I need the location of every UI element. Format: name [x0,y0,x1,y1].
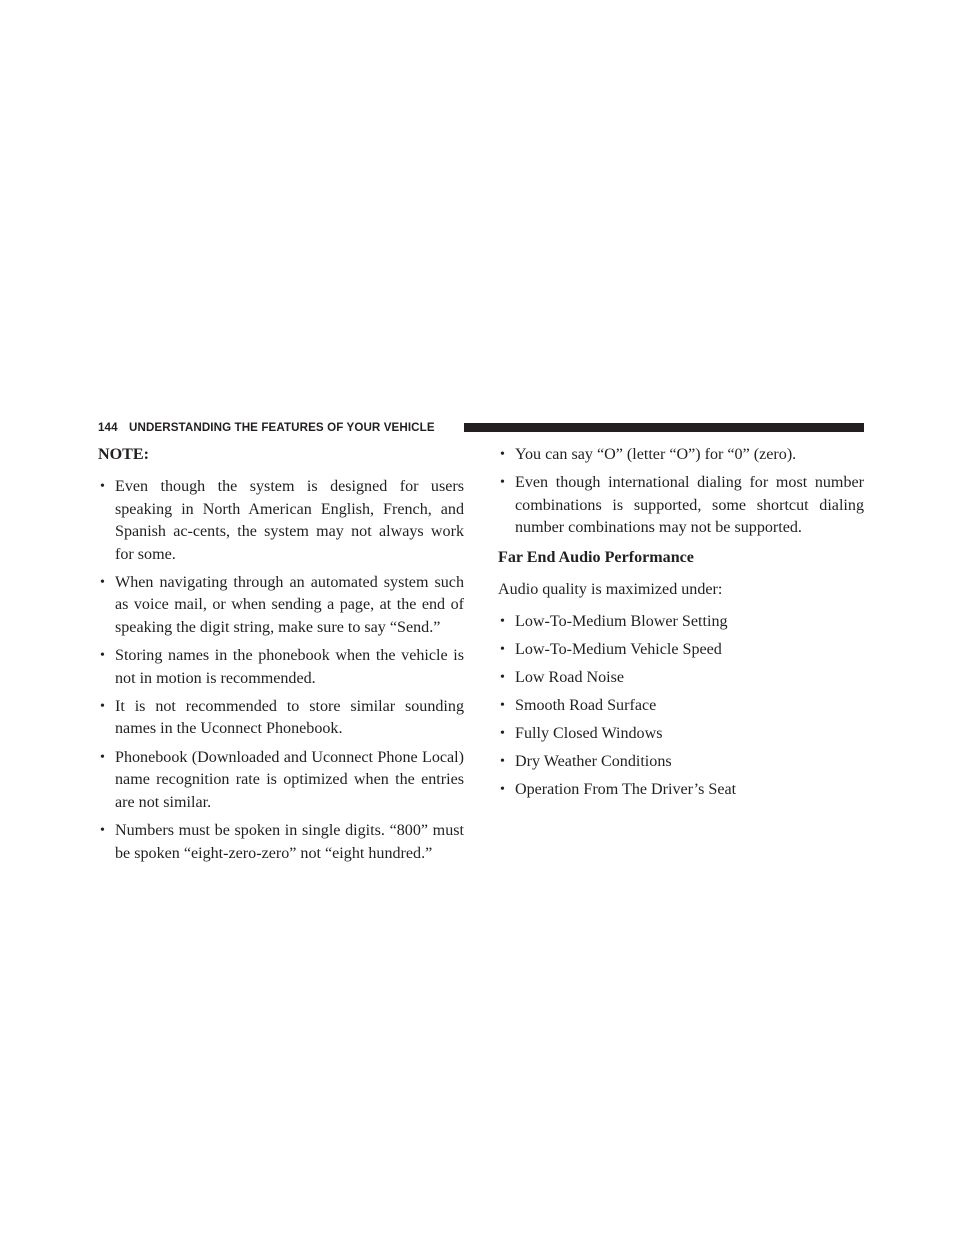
list-item-text: Low-To-Medium Blower Setting [515,613,728,631]
conditions-bullet-list [498,611,864,801]
note-label: NOTE: [98,446,149,463]
left-column [98,444,464,871]
right-column [498,444,864,807]
list-item [498,472,864,539]
list-item [498,695,864,717]
bullet-icon: • [100,823,105,839]
list-item [498,639,864,661]
list-item-text: You can say “O” (letter “O”) for “0” (zero). [515,446,797,463]
list-item-text: When navigating through an automated system such as voice mail, or when sending a page, at the end of speaking the digit string, make sure to say “Send.” [115,574,464,636]
list-item-text: Low-To-Medium Vehicle Speed [515,641,722,659]
bullet-icon: • [500,670,505,686]
list-item-text: Even though international dialing for most number combinations is supported, some shortcut dialing number combinations may not be supported. [515,474,864,537]
list-item [498,667,864,689]
list-item [498,779,864,801]
bullet-icon: • [500,614,505,630]
bullet-icon: • [500,782,505,798]
list-item [98,572,464,639]
list-item [98,747,464,814]
bullet-icon: • [500,642,505,658]
bullet-icon: • [500,754,505,770]
bullet-icon: • [100,699,105,715]
bullet-icon: • [500,698,505,714]
list-item [98,696,464,741]
page-number: 144 [98,421,118,434]
intro-paragraph: Audio quality is maximized under: [498,581,723,599]
list-item [98,476,464,566]
list-item [498,723,864,745]
list-item-text: Phonebook (Downloaded and Uconnect Phone Local) name recognition rate is optimized when the entries are not similar. [115,748,464,811]
list-item-text: Even though the system is designed for users speaking in North American English, French, and Spanish ac-cents, the system may not always work for some. [115,478,464,563]
list-item-text: Numbers must be spoken in single digits. “800” must be spoken “eight-zero-zero” not “eight hundred.” [115,822,464,862]
list-item-text: Storing names in the phonebook when the vehicle is not in motion is recommended. [115,647,464,687]
bullet-icon: • [500,475,505,491]
list-item-text: Low Road Noise [515,669,625,687]
section-title: UNDERSTANDING THE FEATURES OF YOUR VEHICLE [129,421,435,434]
list-item [498,751,864,773]
bullet-icon: • [100,575,105,591]
bullet-icon: • [100,479,105,495]
header-rule-bar [464,423,864,432]
list-item [98,645,464,690]
page-header [98,418,864,436]
bullet-icon: • [500,447,505,462]
dialing-bullet-list [498,444,864,540]
list-item [98,820,464,865]
list-item-text: Operation From The Driver’s Seat [515,781,737,799]
section-subheading: Far End Audio Performance [498,548,694,566]
list-item-text: It is not recommended to store similar sounding names in the Uconnect Phonebook. [115,698,464,738]
list-item [498,444,864,466]
list-item-text: Smooth Road Surface [515,697,657,715]
bullet-icon: • [100,648,105,664]
bullet-icon: • [500,726,505,742]
list-item [498,611,864,633]
bullet-icon: • [100,749,105,765]
list-item-text: Fully Closed Windows [515,725,663,743]
list-item-text: Dry Weather Conditions [515,753,672,771]
note-bullet-list [98,476,464,865]
